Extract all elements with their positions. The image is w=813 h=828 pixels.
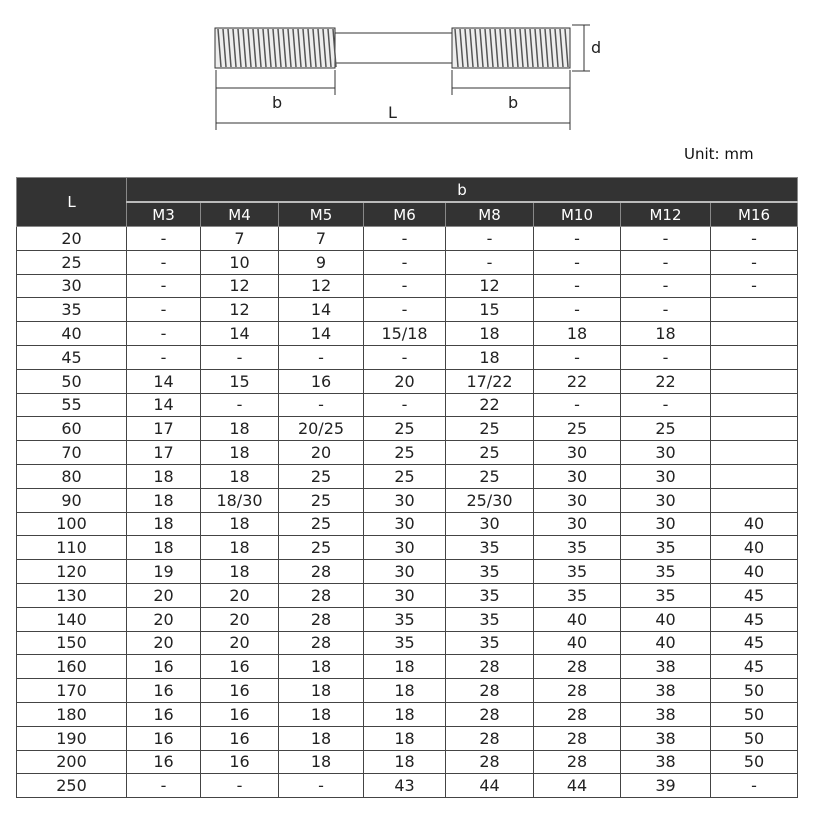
b-value-cell: 18 (127, 488, 201, 512)
b-value-cell: 16 (201, 702, 279, 726)
b-value-cell: 50 (711, 679, 798, 703)
b-value-cell: - (201, 393, 279, 417)
b-value-cell: 44 (446, 774, 534, 798)
table-row (17, 298, 798, 322)
b-value-cell: 30 (621, 512, 711, 536)
b-value-cell (711, 441, 798, 465)
b-value-cell: - (364, 227, 446, 251)
b-value-cell: 18 (127, 512, 201, 536)
b-value-cell: 30 (534, 512, 621, 536)
b-value-cell: - (127, 774, 201, 798)
b-value-cell: - (364, 250, 446, 274)
b-value-cell: - (446, 250, 534, 274)
b-value-cell: 45 (711, 607, 798, 631)
b-value-cell: 14 (127, 369, 201, 393)
b-value-cell: 38 (621, 750, 711, 774)
header-L: L (17, 178, 127, 227)
b-value-cell: 18 (364, 726, 446, 750)
b-value-cell: 16 (279, 369, 364, 393)
b-value-cell: - (711, 774, 798, 798)
b-value-cell: - (279, 345, 364, 369)
b-value-cell: 18 (201, 536, 279, 560)
label-L: L (388, 103, 397, 122)
header-m12: M12 (621, 202, 711, 227)
b-value-cell: - (446, 227, 534, 251)
b-value-cell: 30 (621, 488, 711, 512)
length-cell: 150 (17, 631, 127, 655)
b-value-cell: 18 (201, 417, 279, 441)
stud-bolt-diagram (0, 0, 813, 140)
b-value-cell: 28 (446, 655, 534, 679)
b-value-cell: 16 (201, 750, 279, 774)
b-value-cell: 25 (279, 464, 364, 488)
b-value-cell: 7 (279, 227, 364, 251)
b-value-cell: 28 (534, 655, 621, 679)
b-value-cell: 18 (279, 679, 364, 703)
b-value-cell: 30 (534, 488, 621, 512)
b-value-cell: - (127, 227, 201, 251)
b-value-cell: 18 (201, 560, 279, 584)
table-row (17, 250, 798, 274)
table-row (17, 726, 798, 750)
b-value-cell: - (534, 393, 621, 417)
b-value-cell: - (201, 774, 279, 798)
b-value-cell: 7 (201, 227, 279, 251)
table-row (17, 536, 798, 560)
b-value-cell: 35 (446, 583, 534, 607)
length-cell: 110 (17, 536, 127, 560)
b-value-cell: 43 (364, 774, 446, 798)
stud-dimensions-table (16, 177, 798, 798)
table-row (17, 607, 798, 631)
length-cell: 250 (17, 774, 127, 798)
b-value-cell: 18 (127, 536, 201, 560)
b-value-cell: 28 (534, 726, 621, 750)
b-value-cell: 45 (711, 655, 798, 679)
b-value-cell: 25 (621, 417, 711, 441)
b-value-cell: 28 (446, 679, 534, 703)
b-value-cell: 15 (446, 298, 534, 322)
b-value-cell (711, 322, 798, 346)
label-b-right: b (508, 93, 519, 112)
b-value-cell: 38 (621, 702, 711, 726)
b-value-cell: - (127, 298, 201, 322)
b-value-cell: - (534, 345, 621, 369)
b-value-cell: 30 (364, 536, 446, 560)
b-value-cell: 22 (621, 369, 711, 393)
table-row (17, 702, 798, 726)
b-value-cell: - (127, 345, 201, 369)
table-row (17, 560, 798, 584)
b-value-cell: 16 (127, 655, 201, 679)
header-m6: M6 (364, 202, 446, 227)
b-value-cell: 16 (127, 702, 201, 726)
header-m5: M5 (279, 202, 364, 227)
table-row (17, 583, 798, 607)
b-value-cell: 20 (201, 607, 279, 631)
b-value-cell: 12 (201, 298, 279, 322)
b-value-cell: 12 (201, 274, 279, 298)
stud-drawing (215, 25, 590, 130)
b-value-cell: 16 (201, 655, 279, 679)
b-value-cell: 28 (534, 750, 621, 774)
b-value-cell: 25 (534, 417, 621, 441)
b-value-cell: 28 (279, 583, 364, 607)
b-value-cell: 20 (364, 369, 446, 393)
b-value-cell (711, 345, 798, 369)
length-cell: 180 (17, 702, 127, 726)
b-value-cell: 35 (446, 560, 534, 584)
b-value-cell: 45 (711, 631, 798, 655)
b-value-cell: - (534, 298, 621, 322)
header-b: b (127, 178, 798, 203)
label-d: d (591, 38, 602, 57)
b-value-cell: 18 (201, 464, 279, 488)
b-value-cell: - (127, 250, 201, 274)
b-value-cell: - (711, 274, 798, 298)
b-value-cell: - (279, 774, 364, 798)
b-value-cell: 40 (534, 631, 621, 655)
b-value-cell: 17 (127, 441, 201, 465)
b-value-cell: 14 (279, 298, 364, 322)
length-cell: 120 (17, 560, 127, 584)
table-row (17, 393, 798, 417)
length-cell: 100 (17, 512, 127, 536)
table-row (17, 464, 798, 488)
b-value-cell: 35 (621, 560, 711, 584)
b-value-cell: 40 (534, 607, 621, 631)
b-value-cell: 15/18 (364, 322, 446, 346)
b-value-cell: 16 (127, 679, 201, 703)
b-value-cell: - (364, 393, 446, 417)
b-value-cell: 25 (446, 441, 534, 465)
unit-label: Unit: mm (684, 145, 754, 163)
b-value-cell: 28 (279, 560, 364, 584)
b-value-cell: 35 (621, 583, 711, 607)
length-cell: 80 (17, 464, 127, 488)
b-value-cell: - (364, 345, 446, 369)
length-cell: 55 (17, 393, 127, 417)
length-cell: 45 (17, 345, 127, 369)
b-value-cell (711, 369, 798, 393)
b-value-cell: 20/25 (279, 417, 364, 441)
b-value-cell: 18 (201, 441, 279, 465)
b-value-cell: 25 (279, 536, 364, 560)
header-m8: M8 (446, 202, 534, 227)
b-value-cell: 15 (201, 369, 279, 393)
b-value-cell: 22 (446, 393, 534, 417)
header-m4: M4 (201, 202, 279, 227)
table-row (17, 417, 798, 441)
b-value-cell: 18 (127, 464, 201, 488)
b-value-cell: 17/22 (446, 369, 534, 393)
length-cell: 20 (17, 227, 127, 251)
length-cell: 50 (17, 369, 127, 393)
b-value-cell: 25 (364, 441, 446, 465)
b-value-cell: - (711, 250, 798, 274)
b-value-cell: 39 (621, 774, 711, 798)
b-value-cell: 28 (279, 607, 364, 631)
b-value-cell: 44 (534, 774, 621, 798)
b-value-cell: - (364, 274, 446, 298)
b-value-cell: - (711, 227, 798, 251)
b-value-cell: 20 (201, 631, 279, 655)
b-value-cell: - (534, 250, 621, 274)
b-value-cell: 40 (621, 631, 711, 655)
b-value-cell: 18 (534, 322, 621, 346)
b-value-cell: - (127, 274, 201, 298)
table-row (17, 322, 798, 346)
length-cell: 70 (17, 441, 127, 465)
b-value-cell: 16 (127, 726, 201, 750)
length-cell: 40 (17, 322, 127, 346)
b-value-cell: 35 (446, 536, 534, 560)
b-value-cell (711, 464, 798, 488)
b-value-cell: 18 (446, 322, 534, 346)
b-value-cell: - (534, 274, 621, 298)
table-row (17, 655, 798, 679)
b-value-cell: 30 (364, 560, 446, 584)
b-value-cell: 20 (279, 441, 364, 465)
length-cell: 130 (17, 583, 127, 607)
b-value-cell: 22 (534, 369, 621, 393)
table-row (17, 512, 798, 536)
b-value-cell: - (127, 322, 201, 346)
table-row (17, 488, 798, 512)
b-value-cell: 50 (711, 750, 798, 774)
table-row (17, 369, 798, 393)
b-value-cell: 16 (201, 679, 279, 703)
b-value-cell: 38 (621, 655, 711, 679)
b-value-cell: 35 (534, 583, 621, 607)
b-value-cell: 20 (201, 583, 279, 607)
b-value-cell: 20 (127, 631, 201, 655)
b-value-cell: 18 (279, 702, 364, 726)
table-row (17, 227, 798, 251)
label-b-left: b (272, 93, 283, 112)
b-value-cell (711, 488, 798, 512)
length-cell: 190 (17, 726, 127, 750)
b-value-cell: 25 (446, 417, 534, 441)
b-value-cell: 30 (364, 488, 446, 512)
header-m16: M16 (711, 202, 798, 227)
b-value-cell: - (534, 227, 621, 251)
b-value-cell: 18 (364, 679, 446, 703)
b-value-cell: 38 (621, 726, 711, 750)
b-value-cell: 18 (446, 345, 534, 369)
b-value-cell: 18/30 (201, 488, 279, 512)
b-value-cell: 25/30 (446, 488, 534, 512)
b-value-cell: 30 (534, 441, 621, 465)
table-row (17, 679, 798, 703)
b-value-cell: 40 (621, 607, 711, 631)
b-value-cell: 25 (279, 512, 364, 536)
b-value-cell: 20 (127, 607, 201, 631)
table-row (17, 750, 798, 774)
b-value-cell: 25 (364, 417, 446, 441)
b-value-cell: 18 (621, 322, 711, 346)
b-value-cell: 35 (446, 631, 534, 655)
header-m10: M10 (534, 202, 621, 227)
b-value-cell: 25 (279, 488, 364, 512)
b-value-cell: 14 (279, 322, 364, 346)
b-value-cell: 50 (711, 726, 798, 750)
b-value-cell: 28 (534, 679, 621, 703)
b-value-cell: 25 (446, 464, 534, 488)
b-value-cell: 12 (446, 274, 534, 298)
b-value-cell: 38 (621, 679, 711, 703)
b-value-cell: 19 (127, 560, 201, 584)
b-value-cell: - (621, 345, 711, 369)
b-value-cell: 35 (534, 536, 621, 560)
b-value-cell: 28 (446, 702, 534, 726)
header-m3: M3 (127, 202, 201, 227)
b-value-cell: 18 (279, 750, 364, 774)
b-value-cell: 18 (201, 512, 279, 536)
b-value-cell: 18 (364, 750, 446, 774)
length-cell: 30 (17, 274, 127, 298)
table-row (17, 274, 798, 298)
b-value-cell: 12 (279, 274, 364, 298)
length-cell: 170 (17, 679, 127, 703)
b-value-cell: 28 (534, 702, 621, 726)
b-value-cell: 10 (201, 250, 279, 274)
table-row (17, 345, 798, 369)
b-value-cell: 28 (446, 726, 534, 750)
length-cell: 25 (17, 250, 127, 274)
b-value-cell: 28 (446, 750, 534, 774)
b-value-cell: - (279, 393, 364, 417)
b-value-cell: - (621, 393, 711, 417)
b-value-cell: 16 (127, 750, 201, 774)
length-cell: 60 (17, 417, 127, 441)
b-value-cell (711, 393, 798, 417)
table-row (17, 631, 798, 655)
b-value-cell: 30 (621, 441, 711, 465)
b-value-cell: - (364, 298, 446, 322)
length-cell: 160 (17, 655, 127, 679)
b-value-cell: 35 (364, 607, 446, 631)
b-value-cell: 30 (621, 464, 711, 488)
b-value-cell: - (621, 298, 711, 322)
b-value-cell: 40 (711, 512, 798, 536)
b-value-cell: 30 (534, 464, 621, 488)
b-value-cell: 14 (127, 393, 201, 417)
b-value-cell: 35 (621, 536, 711, 560)
b-value-cell: - (621, 274, 711, 298)
b-value-cell: 18 (364, 702, 446, 726)
b-value-cell: 35 (534, 560, 621, 584)
b-value-cell: 35 (364, 631, 446, 655)
b-value-cell: 45 (711, 583, 798, 607)
b-value-cell: 18 (279, 726, 364, 750)
b-value-cell: 30 (364, 583, 446, 607)
b-value-cell: 30 (446, 512, 534, 536)
b-value-cell (711, 298, 798, 322)
length-cell: 140 (17, 607, 127, 631)
b-value-cell: 18 (364, 655, 446, 679)
length-cell: 90 (17, 488, 127, 512)
b-value-cell: 35 (446, 607, 534, 631)
b-value-cell: 40 (711, 536, 798, 560)
b-value-cell: 40 (711, 560, 798, 584)
b-value-cell: 50 (711, 702, 798, 726)
b-value-cell: 17 (127, 417, 201, 441)
b-value-cell: 16 (201, 726, 279, 750)
b-value-cell: 14 (201, 322, 279, 346)
table-row (17, 441, 798, 465)
b-value-cell: 30 (364, 512, 446, 536)
table-row (17, 774, 798, 798)
b-value-cell: 18 (279, 655, 364, 679)
length-cell: 35 (17, 298, 127, 322)
b-value-cell: - (621, 227, 711, 251)
b-value-cell: 25 (364, 464, 446, 488)
b-value-cell: 28 (279, 631, 364, 655)
b-value-cell: - (621, 250, 711, 274)
b-value-cell: - (201, 345, 279, 369)
b-value-cell: 20 (127, 583, 201, 607)
b-value-cell (711, 417, 798, 441)
length-cell: 200 (17, 750, 127, 774)
b-value-cell: 9 (279, 250, 364, 274)
